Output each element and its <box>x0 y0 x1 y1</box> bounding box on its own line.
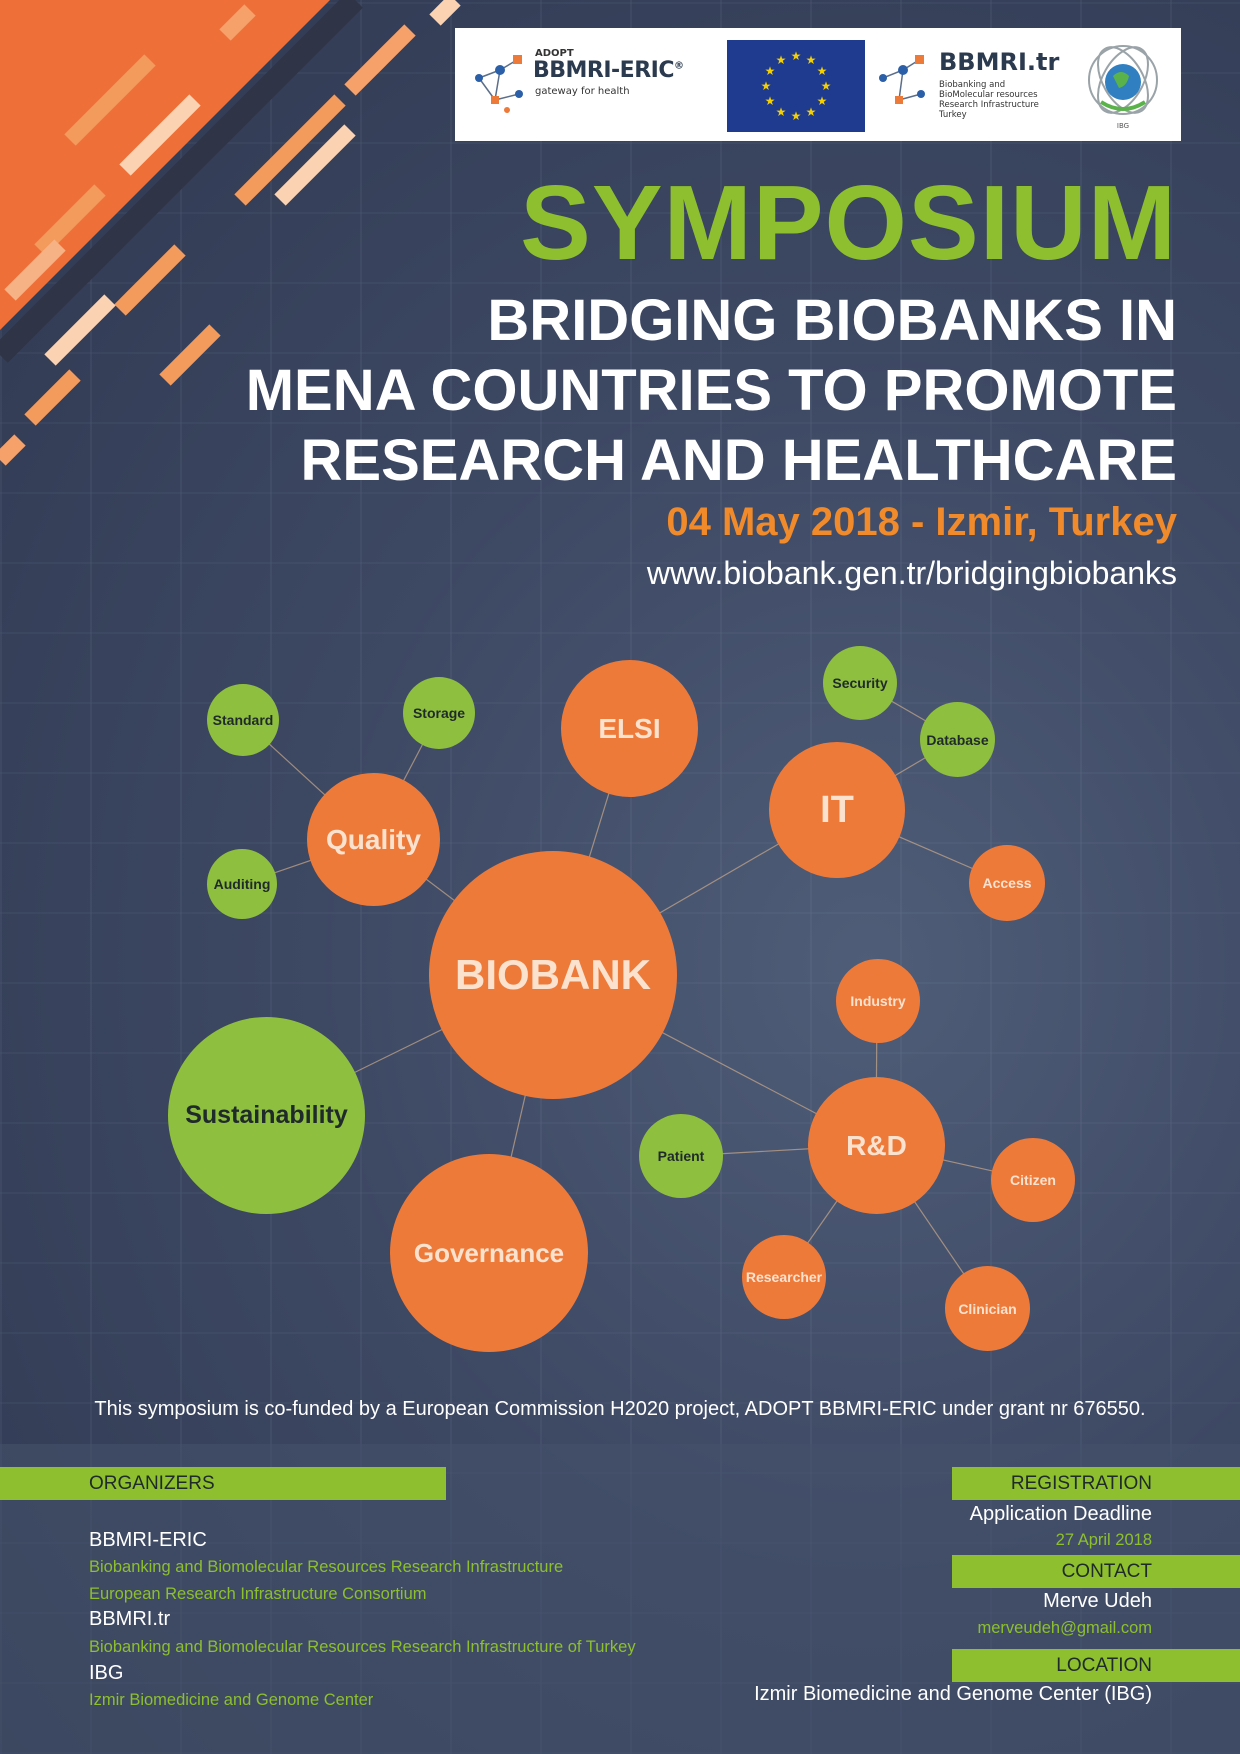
eu-star-icon: ★ <box>816 94 828 108</box>
eu-star-icon: ★ <box>805 53 817 68</box>
eu-star-icon: ★ <box>790 109 802 123</box>
node-industry: Industry <box>836 959 920 1043</box>
subtitle-line-2: MENA COUNTRIES TO PROMOTE <box>245 358 1177 423</box>
contact-email[interactable]: merveudeh@gmail.com <box>977 1619 1152 1637</box>
node-sustainability: Sustainability <box>168 1017 365 1214</box>
eu-star-icon: ★ <box>790 49 802 63</box>
organizer-desc: Biobanking and Biomolecular Resources Research Infrastructure of Turkey <box>89 1638 636 1656</box>
node-auditing: Auditing <box>207 849 277 919</box>
organizer-name-bbmri-eric: BBMRI-ERIC <box>89 1529 207 1551</box>
location-heading: LOCATION <box>952 1649 1240 1682</box>
organizer-desc: Izmir Biomedicine and Genome Center <box>89 1691 374 1709</box>
application-deadline-date: 27 April 2018 <box>1055 1531 1152 1549</box>
registration-heading: REGISTRATION <box>952 1467 1240 1500</box>
ibg-logo-label: IBG <box>1116 122 1130 130</box>
adopt-label: ADOPT <box>535 48 574 59</box>
node-standard: Standard <box>207 684 279 756</box>
node-patient: Patient <box>639 1114 723 1198</box>
node-citizen: Citizen <box>991 1138 1075 1222</box>
node-rnd: R&D <box>808 1077 945 1214</box>
node-clinician: Clinician <box>945 1266 1030 1351</box>
node-database: Database <box>920 702 995 777</box>
event-date-location: 04 May 2018 - Izmir, Turkey <box>666 500 1177 544</box>
node-access: Access <box>969 845 1045 921</box>
symposium-title: SYMPOSIUM <box>520 164 1177 282</box>
node-biobank-center: BIOBANK <box>429 851 677 1099</box>
node-elsi: ELSI <box>561 660 698 797</box>
node-quality: Quality <box>307 773 440 906</box>
bbmri-eric-wordmark: BBMRI-ERIC® <box>533 58 684 83</box>
event-url[interactable]: www.biobank.gen.tr/bridgingbiobanks <box>646 555 1177 591</box>
bbmri-eric-tagline: gateway for health <box>535 86 630 97</box>
eu-star-icon: ★ <box>775 53 787 68</box>
subtitle-line-1: BRIDGING BIOBANKS IN <box>487 288 1177 353</box>
funding-note: This symposium is co-funded by a European Commission H2020 project, ADOPT BBMRI-ERIC under grant nr 676550. <box>94 1398 1146 1420</box>
eu-star-icon: ★ <box>820 79 832 93</box>
node-governance: Governance <box>390 1154 588 1352</box>
contact-name: Merve Udeh <box>1043 1590 1152 1612</box>
eu-star-icon: ★ <box>760 79 772 93</box>
eu-star-icon: ★ <box>816 64 828 78</box>
node-storage: Storage <box>403 677 475 749</box>
organizer-desc: European Research Infrastructure Consortium <box>89 1585 427 1603</box>
eu-star-icon: ★ <box>764 64 776 78</box>
organizers-heading: ORGANIZERS <box>0 1467 446 1500</box>
contact-heading: CONTACT <box>952 1555 1240 1588</box>
eu-star-icon: ★ <box>805 104 817 119</box>
organizer-desc: Biobanking and Biomolecular Resources Research Infrastructure <box>89 1558 564 1576</box>
node-it: IT <box>769 742 905 878</box>
node-researcher: Researcher <box>742 1235 826 1319</box>
bbmri-tr-subtitle: Biobanking and BioMolecular resources Research Infrastructure Turkey <box>939 80 1039 120</box>
eu-star-icon: ★ <box>775 104 787 119</box>
organizer-name-ibg: IBG <box>89 1662 124 1684</box>
eu-star-icon: ★ <box>764 94 776 108</box>
subtitle-line-3: RESEARCH AND HEALTHCARE <box>300 428 1177 493</box>
application-deadline-label: Application Deadline <box>969 1503 1152 1525</box>
organizer-name-bbmri-tr: BBMRI.tr <box>89 1608 171 1630</box>
node-security: Security <box>823 646 897 720</box>
location-venue: Izmir Biomedicine and Genome Center (IBG) <box>754 1683 1152 1705</box>
bbmri-tr-wordmark: BBMRI.tr <box>939 48 1060 76</box>
